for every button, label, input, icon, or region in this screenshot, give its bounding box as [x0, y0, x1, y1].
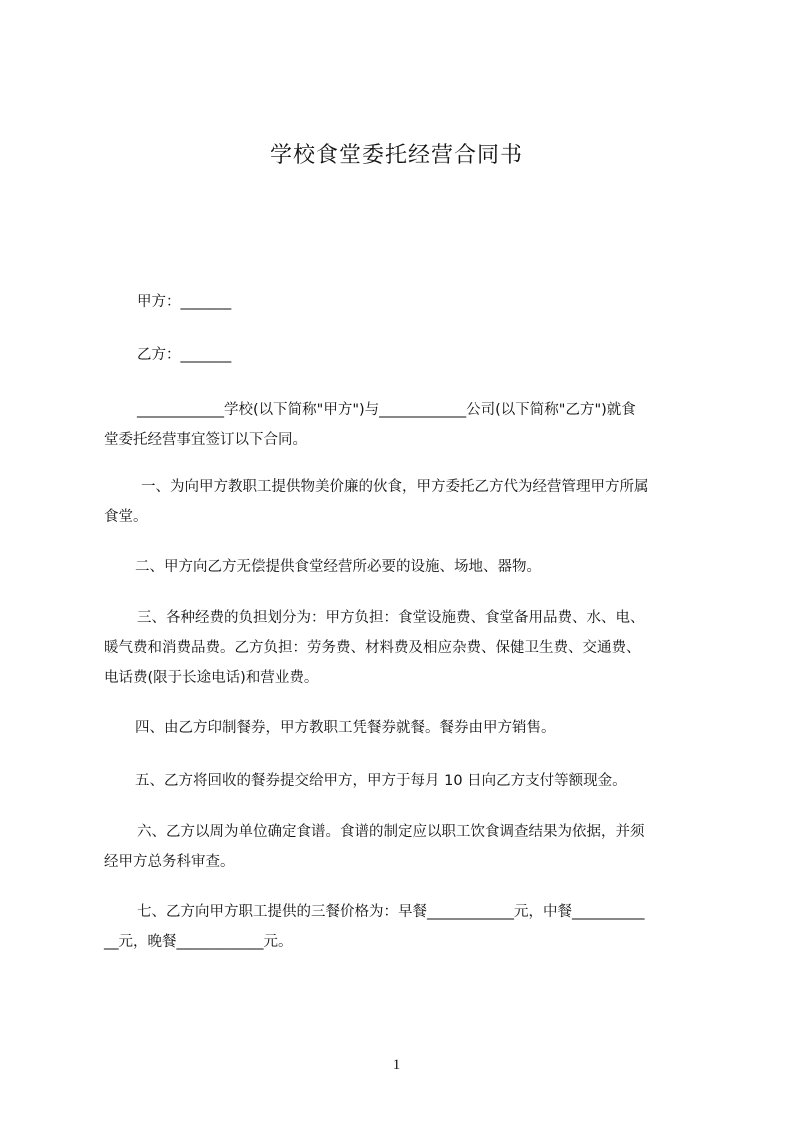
clause-7-line: __元，晚餐____________元。 [104, 934, 293, 950]
clause-1-line: 食堂。 [104, 509, 148, 525]
clause-7-line: 七、乙方向甲方职工提供的三餐价格为：早餐____________元，中餐__________ [137, 904, 645, 920]
party-a-field: 甲方：_______ [137, 294, 232, 310]
preamble-line: 堂委托经营事宜签订以下合同。 [104, 432, 307, 448]
clause-3-paragraph [104, 603, 708, 693]
preamble-line: ____________学校(以下简称"甲方")与____________公司(以下简称"乙方")就食 [137, 402, 636, 418]
clause-3-line: 暖气费和消费品费。乙方负担：劳务费、材料费及相应杂费、保健卫生费、交通费、 [104, 640, 641, 656]
clause-2-line: 二、甲方向乙方无偿提供食堂经营所必要的设施、场地、器物。 [135, 559, 541, 575]
clause-5-line: 五、乙方将回收的餐券提交给甲方，甲方于每月 10 日向乙方支付等额现金。 [135, 773, 627, 789]
clause-6-line: 六、乙方以周为单位确定食谱。食谱的制定应以职工饮食调查结果为依据，并须 [137, 824, 645, 840]
clause-7-paragraph [104, 897, 708, 957]
clause-3-line: 三、各种经费的负担划分为：甲方负担：食堂设施费、食堂备用品费、水、电、 [137, 610, 645, 626]
document-title: 学校食堂委托经营合同书 [269, 143, 523, 168]
clause-1-line: 一、为向甲方教职工提供物美价廉的伙食，甲方委托乙方代为经营管理甲方所属 [141, 479, 649, 495]
clause-4-line: 四、由乙方印制餐券，甲方教职工凭餐券就餐。餐券由甲方销售。 [135, 720, 556, 736]
preamble-paragraph [104, 395, 708, 455]
clause-3-line: 电话费(限于长途电话)和营业费。 [104, 670, 319, 686]
party-b-field: 乙方：_______ [137, 347, 232, 363]
clause-6-line: 经甲方总务科审查。 [104, 854, 235, 870]
clause-6-paragraph [104, 817, 708, 877]
clause-1-paragraph [104, 472, 708, 532]
clause-5-paragraph [104, 766, 708, 796]
clause-4-paragraph [104, 713, 708, 743]
clause-2-paragraph [104, 552, 708, 582]
page-number: 1 [392, 1057, 401, 1073]
